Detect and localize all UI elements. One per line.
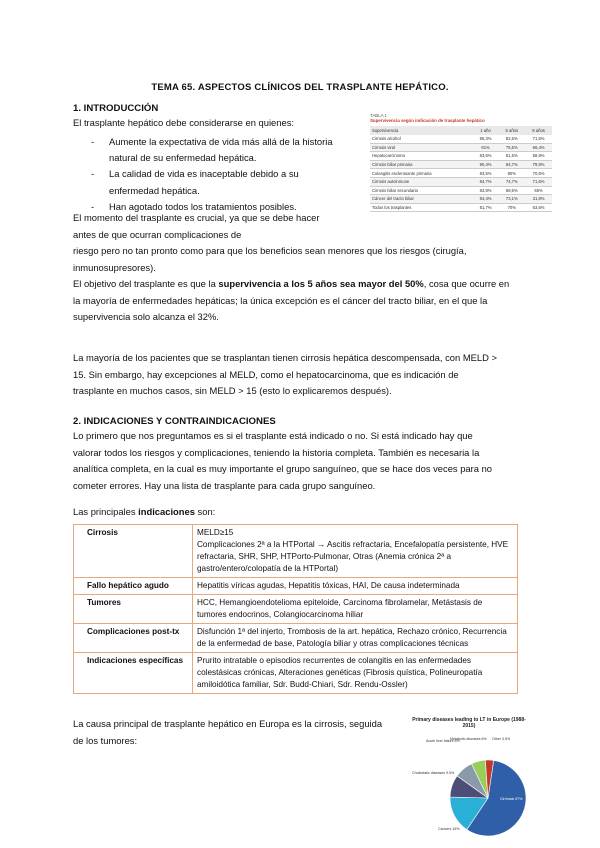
indication-details: HCC, Hemangioendotelioma epiteloide, Carcinoma fibrolamelar, Metástasis de tumores endocrinos, Colangiocarcinoma hiliar	[193, 595, 518, 624]
text-line: La mayoría de los pacientes que se trasplantan tienen cirrosis hepática descompensada, con MELD >	[73, 352, 497, 363]
text-line: de los tumores:	[73, 734, 138, 746]
document-title: TEMA 65. ASPECTOS CLÍNICOS DEL TRASPLANTE HEPÁTICO.	[151, 82, 449, 93]
indication-details: Prurito intratable o episodios recurrentes de colangitis en las enfermedades colestásicas crónicas, Alteraciones genéticas (Fibrosis quística, Polineuropatía amiloidótica familiar, Sdr. Budd-Chiari, Sdr. Rendu-Ossler)	[193, 653, 518, 694]
table-row: Cirrosis biliar primaria 90,4% 84,7% 79,9%	[370, 160, 552, 169]
slice-label: Other 3.5%	[492, 737, 511, 741]
paragraph-objective: El objetivo del trasplante es que la supervivencia a los 5 años sea mayor del 50%, cosa que ocurre en la mayoría de enfermedades hepáticas; la única excepción es el cáncer del tracto biliar, en el que la supervivencia solo alcanza el 32%.	[73, 278, 510, 322]
text-line: El momento del trasplante es crucial, ya que se debe hacer	[73, 212, 320, 223]
table-label: TABLA 1	[370, 113, 388, 118]
indication-category: Cirrosis	[74, 525, 193, 578]
intro-text: El trasplante hepático debe considerarse en quienes:	[73, 117, 294, 128]
indication-category: Tumores	[74, 595, 193, 624]
table-row	[74, 578, 518, 595]
column-header: 5 años	[498, 126, 525, 135]
paragraph-indications	[73, 428, 492, 494]
survival-table-figure	[370, 113, 560, 221]
chart-title: Primary diseases leading to LT in Europe (1988-2015)	[412, 717, 526, 729]
table-row: Todos los trasplantes 81,7% 70% 63,6%	[370, 203, 552, 212]
bullet-text: Aumente la expectativa de vida más allá de la historia	[109, 136, 333, 147]
indication-details: Disfunción 1ª del injerto, Trombosis de la art. hepática, Rechazo crónico, Recurrencia de la enfermedad de base, Patología biliar y otras complicaciones técnicas	[193, 624, 518, 653]
slice-label: Metabolic diseases 6%	[450, 737, 487, 741]
pie-chart	[410, 718, 530, 844]
slice-label: Cholestatic diseases 9.5%	[412, 771, 455, 775]
bullet-text: natural de su enfermedad hepática.	[109, 152, 257, 164]
indication-category: Fallo hepático agudo	[74, 578, 193, 595]
table-row: Cirrosis alcohol 85,3% 82,5% 71,5%	[370, 135, 552, 143]
bullet-dash: -	[91, 168, 95, 180]
text-line: La causa principal de trasplante hepático en Europa es la cirrosis, seguida	[73, 718, 383, 729]
list-item	[73, 134, 363, 166]
text-line: cometer errores. Hay una lista de trasplante para cada grupo sanguíneo.	[73, 479, 376, 491]
pie-chart-figure	[410, 718, 530, 844]
table-caption: Supervivencia según indicación de trasplante hepático	[370, 118, 485, 123]
text-line: inmunosupresores).	[73, 261, 156, 273]
slice-label: Cirrhosis 57%	[500, 797, 523, 801]
indication-details: Hepatitis víricas agudas, Hepatitis tóxicas, HAI, De causa indeterminada	[193, 578, 518, 595]
bullet-text: enfermedad hepática.	[109, 184, 200, 196]
slice-label: Cancers 16%	[438, 827, 460, 831]
section-heading-introduccion: 1. INTRODUCCIÓN	[73, 103, 159, 114]
bullet-dash: -	[91, 136, 95, 147]
bullet-text: Han agotado todos los tratamientos posibles.	[109, 200, 297, 212]
table-row: Cirrosis viral 81% 75,5% 66,4%	[370, 143, 552, 152]
table-row: Cirrosis biliar secundaria 83,8% 68,6% 65%	[370, 186, 552, 195]
text-line: valorar todos los riesgos y complicaciones, teniendo la historia completa. También es necesaria la	[73, 446, 480, 458]
criteria-list	[73, 134, 363, 215]
paragraph-meld	[73, 350, 497, 400]
column-header: 1 año	[473, 126, 499, 135]
indications-intro: Las principales indicaciones son:	[73, 506, 216, 517]
section-heading-indicaciones: 2. INDICACIONES Y CONTRAINDICACIONES	[73, 416, 276, 427]
column-header: Supervivencia	[370, 126, 473, 135]
table-row	[74, 624, 518, 653]
list-item	[73, 166, 363, 198]
table-row: Cáncer del tracto biliar 84,4% 73,1% 31,8%	[370, 195, 552, 204]
text-line: 15. Sin embargo, hay excepciones al MELD, como el hepatocarcinoma, que es indicación de	[73, 368, 459, 380]
table-row: Hepatocarcinoma 83,6% 81,5% 58,9%	[370, 152, 552, 161]
column-header: 9 años	[525, 126, 552, 135]
text-line: riesgo pero no tan pronto como para que los beneficios sean menores que los riesgos (cirugía,	[73, 245, 467, 256]
indications-table	[73, 524, 518, 694]
table-row	[74, 525, 518, 578]
paragraph-closing	[73, 716, 382, 749]
text-line: antes de que ocurran complicaciones de	[73, 228, 242, 240]
indication-category: Complicaciones post-tx	[74, 624, 193, 653]
table-row	[74, 653, 518, 694]
table-row: Colangitis esclerosante primaria 83,5% 80% 70,5%	[370, 169, 552, 178]
table-header-row	[370, 126, 552, 135]
bullet-dash: -	[91, 200, 95, 212]
text-line: supervivencia solo alcanza el 32%.	[73, 311, 219, 322]
text-line: analítica completa, en la cual es muy importante el grupo sanguíneo, que se hace dos veces para no	[73, 463, 493, 474]
text-line: trasplante en muchos casos, sin MELD > 15 (esto lo explicaremos después).	[73, 385, 392, 396]
text-line: Lo primero que nos preguntamos es si el trasplante está indicado o no. Si está indicado hay que	[73, 430, 473, 441]
survival-table	[370, 126, 552, 212]
table-row	[74, 595, 518, 624]
survival-highlight: supervivencia a los 5 años sea mayor del 50%	[218, 278, 424, 289]
slice-label: Acute liver failure 8%	[426, 739, 460, 743]
text-line: la mayoría de enfermedades hepáticas; la única excepción es el cáncer del tracto biliar, en el que la	[73, 294, 488, 306]
indications-highlight: indicaciones	[138, 506, 195, 517]
indication-category: Indicaciones específicas	[74, 653, 193, 694]
indication-details: MELD≥15 Complicaciones 2ª a la HTPortal → Ascitis refractaria, Encefalopatía persistente, HVE refractaria, SHR, SHP, HTPorto-Pulmonar, Otras (Anemia crónica 2ª a gastro/entero/colopatía de la HTPortal)	[193, 525, 518, 578]
table-row: Cirrosis autoinmune 84,7% 74,7% 71,6%	[370, 177, 552, 186]
bullet-text: La calidad de vida es inaceptable debido a su	[109, 168, 299, 180]
